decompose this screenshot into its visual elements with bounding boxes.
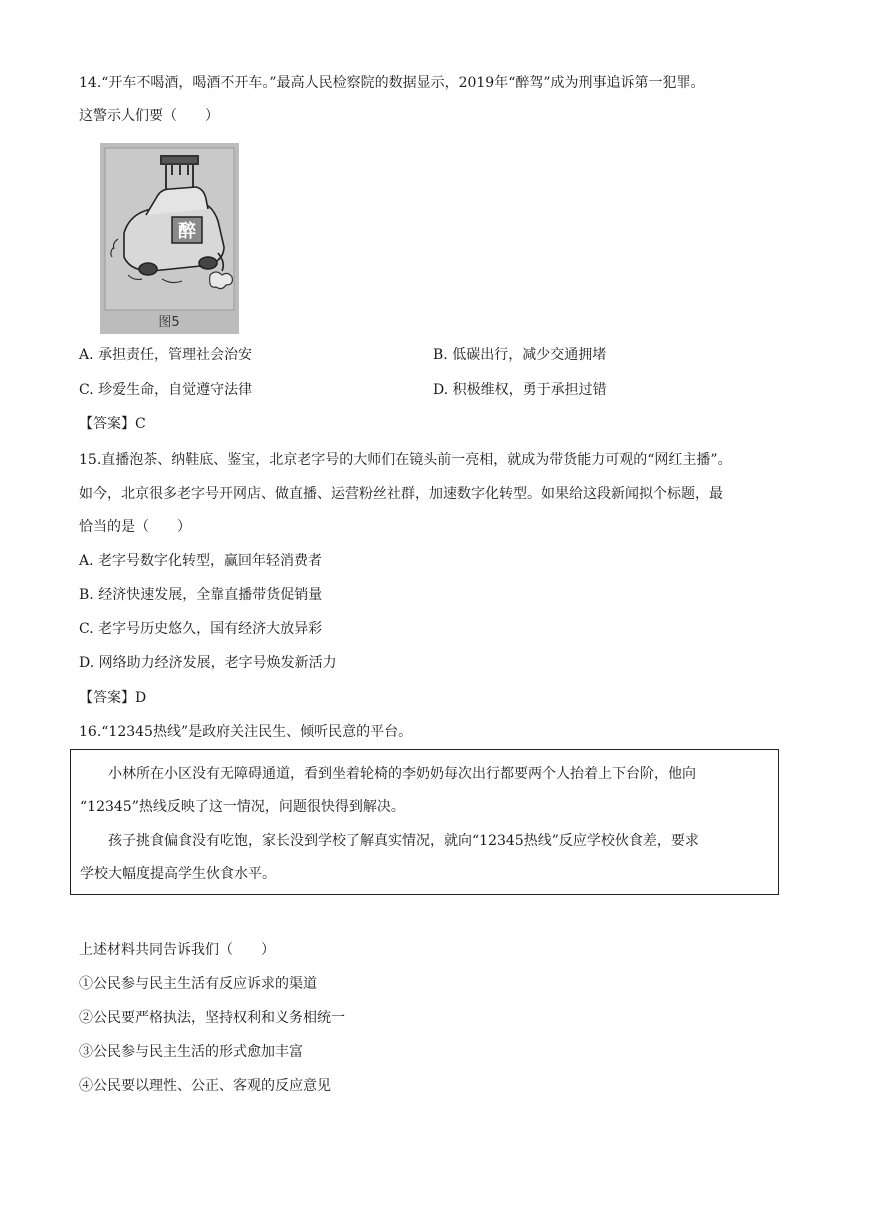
q16-stem: 16.“12345热线”是政府关注民生、倾听民意的平台。 bbox=[79, 724, 413, 740]
q15-stem-line2: 如今，北京很多老字号开网店、做直播、运营粉丝社群，加速数字化转型。如果给这段新闻拟个标题，最 bbox=[79, 486, 723, 502]
q14-option-b: B. 低碳出行，减少交通拥堵 bbox=[433, 347, 607, 363]
q14-answer: 【答案】C bbox=[79, 416, 146, 432]
q16-prompt: 上述材料共同告诉我们（ ） bbox=[79, 942, 275, 958]
q15-option-a: A. 老字号数字化转型，赢回年轻消费者 bbox=[79, 553, 323, 569]
q15-stem-line3: 恰当的是（ ） bbox=[79, 519, 191, 535]
q14-stem-line2: 这警示人们要（ ） bbox=[79, 108, 219, 124]
q15-answer: 【答案】D bbox=[79, 690, 147, 706]
q16-material-line1: 小林所在小区没有无障碍通道，看到坐着轮椅的李奶奶每次出行都要两个人抬着上下台阶，他向 bbox=[108, 766, 696, 782]
figure-caption: 图5 bbox=[158, 315, 180, 330]
q16-statement-4: ④公民要以理性、公正、客观的反应意见 bbox=[79, 1078, 331, 1094]
q16-material-line2: “12345”热线反映了这一情况，问题很快得到解决。 bbox=[80, 799, 405, 815]
q16-material-line3: 孩子挑食偏食没有吃饱，家长没到学校了解真实情况，就向“12345热线”反应学校伙食差，要求 bbox=[108, 833, 699, 849]
q16-statement-2: ②公民要严格执法，坚持权利和义务相统一 bbox=[79, 1010, 345, 1026]
q14-figure bbox=[100, 143, 239, 334]
q14-option-a: A. 承担责任，管理社会治安 bbox=[79, 347, 253, 363]
q14-option-c: C. 珍爱生命，自觉遵守法律 bbox=[79, 382, 253, 398]
figure-sign-char: 醉 bbox=[178, 221, 196, 242]
q16-material-line4: 学校大幅度提高学生伙食水平。 bbox=[80, 866, 276, 882]
q16-statement-3: ③公民参与民主生活的形式愈加丰富 bbox=[79, 1044, 303, 1060]
q16-statement-1: ①公民参与民主生活有反应诉求的渠道 bbox=[79, 976, 317, 992]
q15-option-d: D. 网络助力经济发展，老字号焕发新活力 bbox=[79, 655, 337, 671]
q15-stem-line1: 15.直播泡茶、纳鞋底、鉴宝，北京老字号的大师们在镜头前一亮相，就成为带货能力可观的“网红主播”。 bbox=[79, 452, 732, 468]
q14-stem-line1: 14.“开车不喝酒，喝酒不开车。”最高人民检察院的数据显示，2019年“醉驾”成为刑事追诉第一犯罪。 bbox=[79, 75, 705, 91]
q14-option-d: D. 积极维权，勇于承担过错 bbox=[433, 382, 607, 398]
q15-option-c: C. 老字号历史悠久，国有经济大放异彩 bbox=[79, 621, 323, 637]
q15-option-b: B. 经济快速发展，全靠直播带货促销量 bbox=[79, 587, 323, 603]
